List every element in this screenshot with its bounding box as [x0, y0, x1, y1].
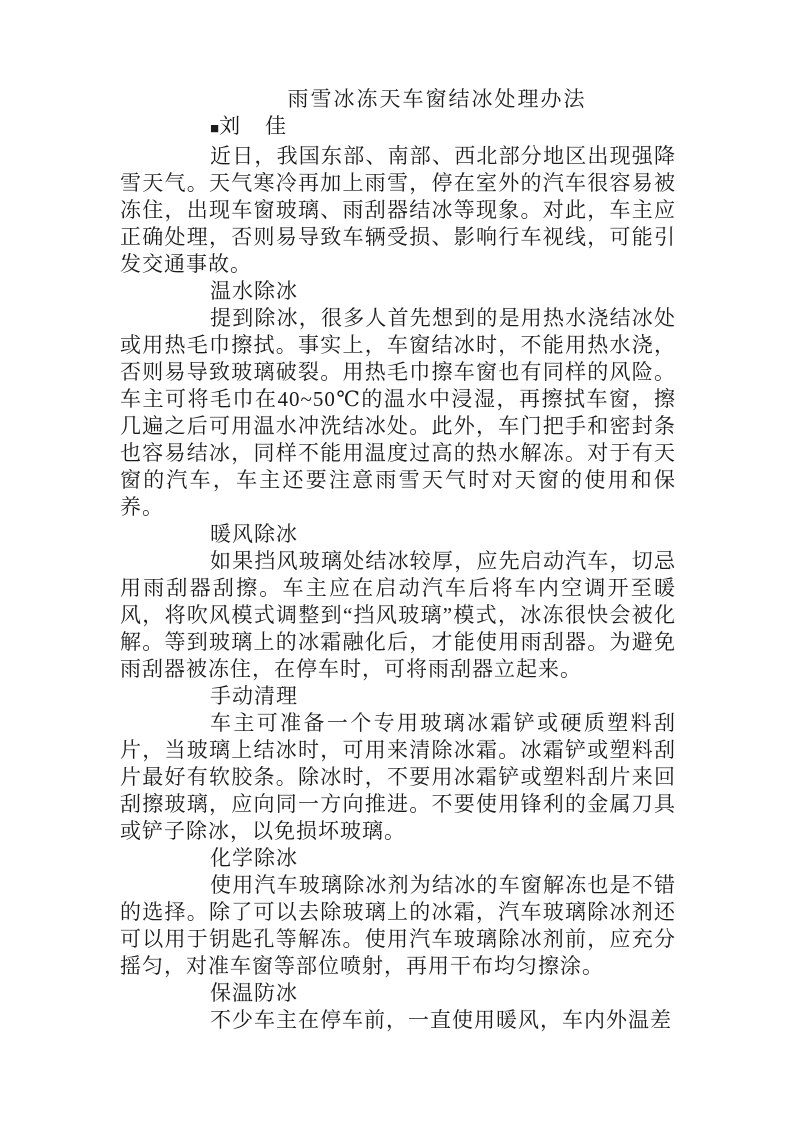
section-heading: 暖风除冰 [210, 522, 298, 546]
section-chemical-deicing [120, 845, 676, 980]
section-warm-air-deicing [120, 521, 676, 683]
byline [120, 113, 676, 143]
section-insulation-antifreeze [120, 980, 676, 1034]
section-paragraph: 不少车主在停车前，一直使用暖风，车内外温差 [210, 1008, 672, 1032]
section-heading: 化学除冰 [210, 846, 298, 870]
section-heading: 手动清理 [210, 684, 298, 708]
section-paragraph: 使用汽车玻璃除冰剂为结冰的车窗解冻也是不错的选择。除了可以去除玻璃上的冰霜，汽车玻璃除冰剂还可以用于钥匙孔等解冻。使用汽车玻璃除冰剂前，应充分摇匀，对准车窗等部位喷射，再用干布均匀擦涂。 [120, 873, 676, 978]
section-paragraph: 如果挡风玻璃处结冰较厚，应先启动汽车，切忌用雨刮器刮擦。车主应在启动汽车后将车内空调开至暖风，将吹风模式调整到“挡风玻璃”模式，冰冻很快会被化解。等到玻璃上的冰霜融化后，才能使用雨刮器。为避免雨刮器被冻住，在停车时，可将雨刮器立起来。 [120, 549, 676, 681]
document-content [120, 86, 676, 1034]
section-paragraph: 车主可准备一个专用玻璃冰霜铲或硬质塑料刮片，当玻璃上结冰时，可用来清除冰霜。冰霜铲或塑料刮片最好有软胶条。除冰时，不要用冰霜铲或塑料刮片来回刮擦玻璃，应向同一方向推进。不要使用锋利的金属刀具或铲子除冰，以免损坏玻璃。 [120, 711, 676, 843]
byline-author: 刘 佳 [219, 114, 289, 138]
intro-paragraph: 近日，我国东部、南部、西北部分地区出现强降雪天气。天气寒冷再加上雨雪，停在室外的汽车很容易被冻住，出现车窗玻璃、雨刮器结冰等现象。对此，车主应正确处理，否则易导致车辆受损、影响行车视线，可能引发交通事故。 [120, 144, 676, 276]
section-warm-water-deicing [120, 278, 676, 521]
document-title: 雨雪冰冻天车窗结冰处理办法 [287, 87, 587, 111]
section-manual-cleaning [120, 683, 676, 845]
byline-square-marker-icon: ■ [210, 121, 220, 137]
section-heading: 保温防冰 [210, 981, 298, 1005]
section-heading: 温水除冰 [210, 279, 298, 303]
section-paragraph: 提到除冰，很多人首先想到的是用热水浇结冰处或用热毛巾擦拭。事实上，车窗结冰时，不能用热水浇，否则易导致玻璃破裂。用热毛巾擦车窗也有同样的风险。车主可将毛巾在40~50℃的温水中浸湿，再擦拭车窗，擦几遍之后可用温水冲洗结冰处。此外，车门把手和密封条也容易结冰，同样不能用温度过高的热水解冻。对于有天窗的汽车，车主还要注意雨雪天气时对天窗的使用和保养。 [120, 306, 676, 519]
